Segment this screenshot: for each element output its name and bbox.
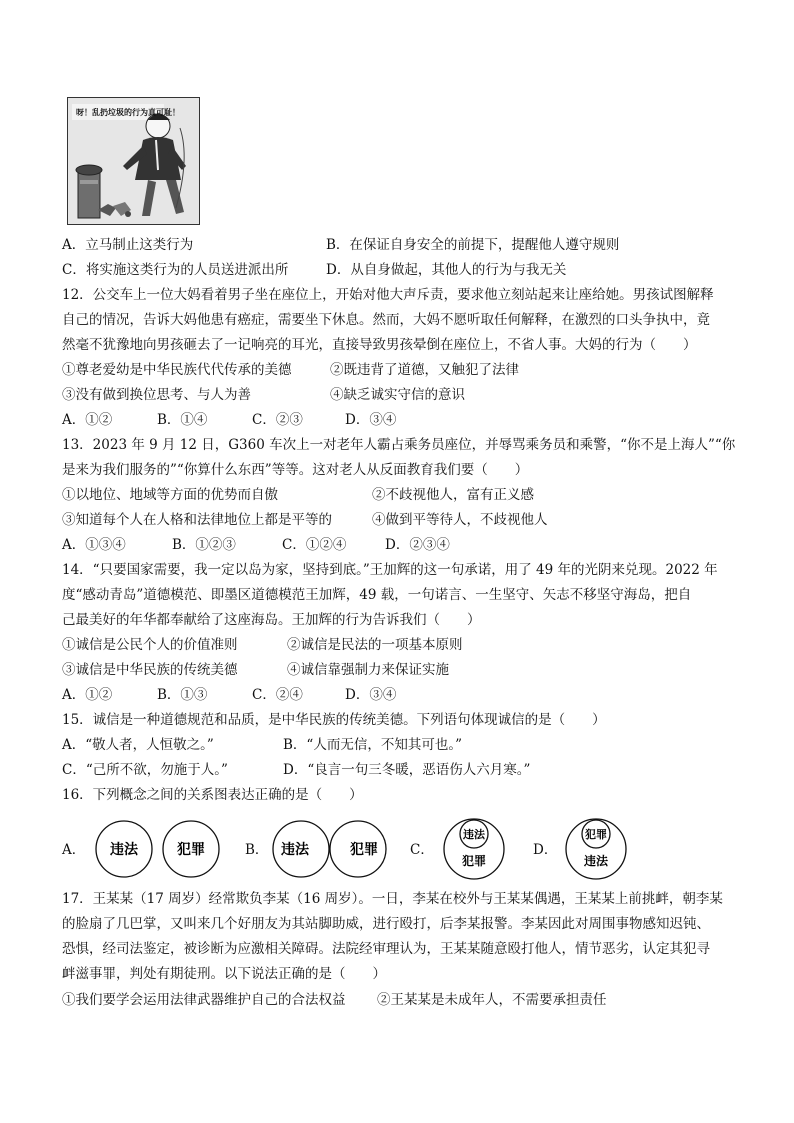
q12-stem-line3: 然毫不犹豫地向男孩砸去了一记响亮的耳光，直接导致男孩晕倒在座位上，不省人事。大妈的行为（ ） xyxy=(62,337,697,353)
q17-stem-line4: 衅滋事罪，判处有期徒刑。以下说法正确的是（ ） xyxy=(62,966,386,982)
q15-option-c: C．“己所不欲，勿施于人。” xyxy=(62,762,228,778)
q12-stem-line2: 自己的情况，告诉大妈他患有癌症，需要坐下休息。然而，大妈不愿听取任何解释，在激烈的口头争执中，竟 xyxy=(62,312,710,328)
q13-statement-1: ①以地位、地域等方面的优势而自傲 xyxy=(62,487,278,503)
q12-option-b: B．①④ xyxy=(157,412,208,428)
q16-c-illegal-label: 违法 xyxy=(463,828,485,841)
q14-option-b: B．①③ xyxy=(157,687,208,703)
q15-option-b: B．“人而无信，不知其可也。” xyxy=(283,737,462,753)
q13-option-b: B．①②③ xyxy=(172,537,236,553)
q16-diagram-a xyxy=(90,818,230,880)
q16-option-b-label: B． xyxy=(245,842,269,858)
q15-option-d: D．“良言一句三冬暖，恶语伤人六月寒。” xyxy=(283,762,531,778)
q16-a-illegal-label: 违法 xyxy=(110,842,138,858)
q11-option-d: D．从自身做起，其他人的行为与我无关 xyxy=(326,262,567,278)
q14-stem-line3: 己最美好的年华都奉献给了这座海岛。王加辉的行为告诉我们（ ） xyxy=(62,612,481,628)
q16-b-illegal-label: 违法 xyxy=(281,842,309,858)
cartoon-illustration xyxy=(67,97,200,225)
q14-stem-line2: 度“感动青岛”道德模范、即墨区道德模范王加辉，49 载，一句诺言、一生坚守、矢志不移坚守海岛，把自 xyxy=(62,587,692,603)
q16-option-c-label: C． xyxy=(410,842,434,858)
q12-stem-line1: 12．公交车上一位大妈看着男子坐在座位上，开始对他大声斥责，要求他立刻站起来让座给她。男孩试图解释 xyxy=(62,287,714,303)
q15-option-a: A．“敬人者，人恒敬之。” xyxy=(62,737,214,753)
q16-diagram-d xyxy=(555,818,637,880)
q13-statement-3: ③知道每个人在人格和法律地位上都是平等的 xyxy=(62,512,332,528)
q16-stem-line1: 16．下列概念之间的关系图表达正确的是（ ） xyxy=(62,787,363,803)
q17-statement-1: ①我们要学会运用法律武器维护自己的合法权益 xyxy=(62,992,346,1008)
q16-option-d-label: D． xyxy=(533,842,558,858)
q16-d-illegal-label: 违法 xyxy=(583,854,609,868)
q13-option-d: D．②③④ xyxy=(385,537,450,553)
q13-stem-line2: 是来为我们服务的”“你算什么东西”等等。这对老人从反面教育我们要（ ） xyxy=(62,462,529,478)
q14-stem-line1: 14．“只要国家需要，我一定以岛为家，坚持到底。”王加辉的这一句承诺，用了 49 年的光阴来兑现。2022 年 xyxy=(62,562,718,578)
q12-statement-1: ①尊老爱幼是中华民族代代传承的美德 xyxy=(62,362,292,378)
q17-stem-line3: 恐惧，经司法鉴定，被诊断为应激相关障碍。法院经审理认为，王某某随意殴打他人，情节恶劣，认定其犯寻 xyxy=(62,941,710,957)
q13-option-c: C．①②④ xyxy=(282,537,347,553)
q15-stem-line1: 15．诚信是一种道德规范和品质，是中华民族的传统美德。下列语句体现诚信的是（ ） xyxy=(62,712,606,728)
q17-statement-2: ②王某某是未成年人，不需要承担责任 xyxy=(377,992,607,1008)
q16-diagram-b xyxy=(268,818,393,880)
q16-c-crime-label: 犯罪 xyxy=(461,854,487,868)
q12-option-a: A．①② xyxy=(62,412,113,428)
q16-d-crime-label: 犯罪 xyxy=(585,828,607,841)
q16-diagram-c xyxy=(433,818,515,880)
q12-statement-3: ③没有做到换位思考、与人为善 xyxy=(62,387,251,403)
q13-option-a: A．①③④ xyxy=(62,537,126,553)
q17-stem-line2: 的脸扇了几巴掌，又叫来几个好朋友为其站脚助威，进行殴打，后李某报警。李某因此对周围事物感知迟钝、 xyxy=(62,916,710,932)
q12-statement-4: ④缺乏诚实守信的意识 xyxy=(330,387,465,403)
q14-option-c: C．②④ xyxy=(252,687,303,703)
q14-statement-2: ②诚信是民法的一项基本原则 xyxy=(287,637,463,653)
q11-option-b: B．在保证自身安全的前提下，提醒他人遵守规则 xyxy=(326,237,620,253)
q14-statement-3: ③诚信是中华民族的传统美德 xyxy=(62,662,238,678)
q13-statement-4: ④做到平等待人，不歧视他人 xyxy=(372,512,548,528)
q13-stem-line1: 13．2023 年 9 月 12 日，G360 车次上一对老年人霸占乘务员座位，并辱骂乘务员和乘警，“你不是上海人”“你 xyxy=(62,437,736,453)
q16-a-crime-label: 犯罪 xyxy=(177,842,205,858)
q12-option-d: D．③④ xyxy=(345,412,397,428)
q14-option-a: A．①② xyxy=(62,687,113,703)
q13-statement-2: ②不歧视他人，富有正义感 xyxy=(372,487,534,503)
q16-option-a-label: A． xyxy=(62,842,86,858)
q12-statement-2: ②既违背了道德，又触犯了法律 xyxy=(330,362,519,378)
q16-b-crime-label: 犯罪 xyxy=(350,842,378,858)
cartoon-caption: 呀！乱扔垃圾的行为真可耻！ xyxy=(76,108,180,117)
q12-option-c: C．②③ xyxy=(252,412,303,428)
q14-statement-1: ①诚信是公民个人的价值准则 xyxy=(62,637,238,653)
q17-stem-line1: 17．王某某（17 周岁）经常欺负李某（16 周岁）。一日，李某在校外与王某某偶遇，王某某上前挑衅，朝李某 xyxy=(62,891,723,907)
q14-statement-4: ④诚信靠强制力来保证实施 xyxy=(287,662,449,678)
q11-option-c: C．将实施这类行为的人员送进派出所 xyxy=(62,262,289,278)
q14-option-d: D．③④ xyxy=(345,687,397,703)
q11-option-a: A．立马制止这类行为 xyxy=(62,237,194,253)
